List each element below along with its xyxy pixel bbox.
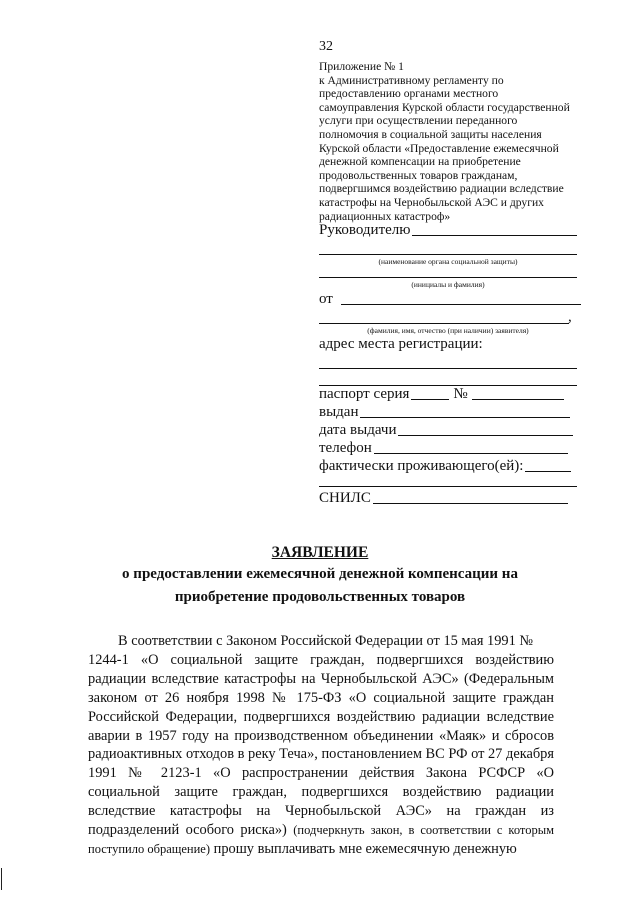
appendix-line: Курской области «Предоставление ежемесячной bbox=[319, 141, 559, 155]
issued-fill-line[interactable] bbox=[360, 416, 570, 418]
appendix-line: Приложение № 1 bbox=[319, 60, 404, 73]
document-title bbox=[0, 542, 640, 608]
appendix-line: продовольственных товаров гражданам, bbox=[319, 168, 518, 182]
snils-label: СНИЛС bbox=[319, 490, 371, 506]
applicant-note: (фамилия, имя, отчество (при наличии) заявителя) bbox=[367, 326, 529, 335]
organ-fill-line[interactable] bbox=[319, 254, 577, 255]
head-fill-line[interactable] bbox=[412, 234, 577, 236]
snils-fill-line[interactable] bbox=[373, 502, 568, 504]
residing-field bbox=[319, 458, 571, 475]
residing-fill-line-2[interactable] bbox=[319, 486, 577, 487]
residing-fill-line[interactable] bbox=[525, 470, 571, 472]
appendix-line: катастрофы на Чернобыльской АЭС и других bbox=[319, 195, 544, 209]
initials-note: (инициалы и фамилия) bbox=[411, 280, 485, 289]
appendix-line: предоставлению органами местного bbox=[319, 87, 499, 101]
from-label: от bbox=[319, 291, 333, 307]
passport-series-fill[interactable] bbox=[411, 398, 449, 400]
issued-label: выдан bbox=[319, 404, 359, 420]
body-main-text: 1244-1 «О социальной защите граждан, подвергшихся воздействию радиации вследствие катастрофы на Чернобыльской АЭС» (Федеральным законом от 26 ноября 1998 № 175-ФЗ «О социальной защите граждан Российской Федерации, подвергшихся воздействию радиации вследствие аварии в 1957 году на производственном объединении «Маяк» и сбросов радиоактивных отходов в реку Теча», постановлением ВС РФ от 27 декабря 1991 № 2123-1 «О распространении действия Закона РСФСР «О социальной защите граждан, подвергшихся воздействию радиации вследствие катастрофы на Чернобыльской АЭС» на граждан из подразделений особого риска») bbox=[88, 651, 554, 839]
appendix-line: радиационных катастроф» bbox=[319, 209, 451, 223]
issued-field bbox=[319, 404, 570, 421]
issue-date-fill-line[interactable] bbox=[398, 434, 573, 436]
issue-date-label: дата выдачи bbox=[319, 422, 397, 438]
body-line-1 bbox=[118, 632, 554, 651]
address-fill-line-1[interactable] bbox=[319, 368, 577, 369]
address-label: адрес места регистрации: bbox=[319, 336, 483, 352]
from-field bbox=[319, 291, 581, 308]
title-main: ЗАЯВЛЕНИЕ bbox=[271, 544, 369, 561]
body-line-1-text: В соответствии с Законом Российской Федерации от 15 мая 1991 № bbox=[118, 633, 534, 649]
appendix-line: денежной компенсации на приобретение bbox=[319, 155, 521, 169]
comma: , bbox=[568, 309, 572, 325]
residing-label: фактически проживающего(ей): bbox=[319, 458, 524, 474]
phone-label: телефон bbox=[319, 440, 372, 456]
body-small-note: (подчеркнуть закон, в соответствии с которым поступило обращение) bbox=[88, 823, 555, 856]
page-number: 32 bbox=[319, 39, 333, 54]
head-field bbox=[319, 222, 577, 239]
head-label: Руководителю bbox=[319, 222, 411, 238]
title-line-2: о предоставлении ежемесячной денежной компенсации на bbox=[122, 566, 518, 582]
appendix-line: полномочия в социальной защиты населения bbox=[319, 127, 542, 141]
body-text bbox=[88, 632, 555, 859]
title-line-3: приобретение продовольственных товаров bbox=[174, 589, 466, 605]
snils-field bbox=[319, 490, 568, 507]
from-fill-line[interactable] bbox=[341, 303, 581, 305]
organ-note: (наименование органа социальной защиты) bbox=[378, 257, 518, 266]
issue-date-field bbox=[319, 422, 573, 439]
appendix-line: к Административному регламенту по bbox=[319, 73, 504, 87]
applicant-fill-line[interactable] bbox=[319, 323, 569, 324]
address-field bbox=[319, 336, 483, 353]
appendix-block bbox=[319, 60, 584, 223]
appendix-line: самоуправления Курской области государственной bbox=[319, 100, 570, 114]
passport-field bbox=[319, 386, 564, 403]
passport-number-label: № bbox=[453, 386, 468, 402]
appendix-line: подвергшимся воздействию радиации вследствие bbox=[319, 182, 564, 196]
passport-number-fill[interactable] bbox=[472, 398, 564, 400]
body-paragraph bbox=[88, 651, 554, 859]
phone-fill-line[interactable] bbox=[374, 452, 568, 454]
phone-field bbox=[319, 440, 568, 457]
appendix-line: услуги при осуществлении переданного bbox=[319, 114, 518, 128]
initials-fill-line[interactable] bbox=[319, 277, 577, 278]
passport-label: паспорт серия bbox=[319, 386, 410, 402]
body-end-text: прошу выплачивать мне ежемесячную денежную bbox=[213, 840, 517, 857]
margin-mark bbox=[1, 868, 2, 890]
